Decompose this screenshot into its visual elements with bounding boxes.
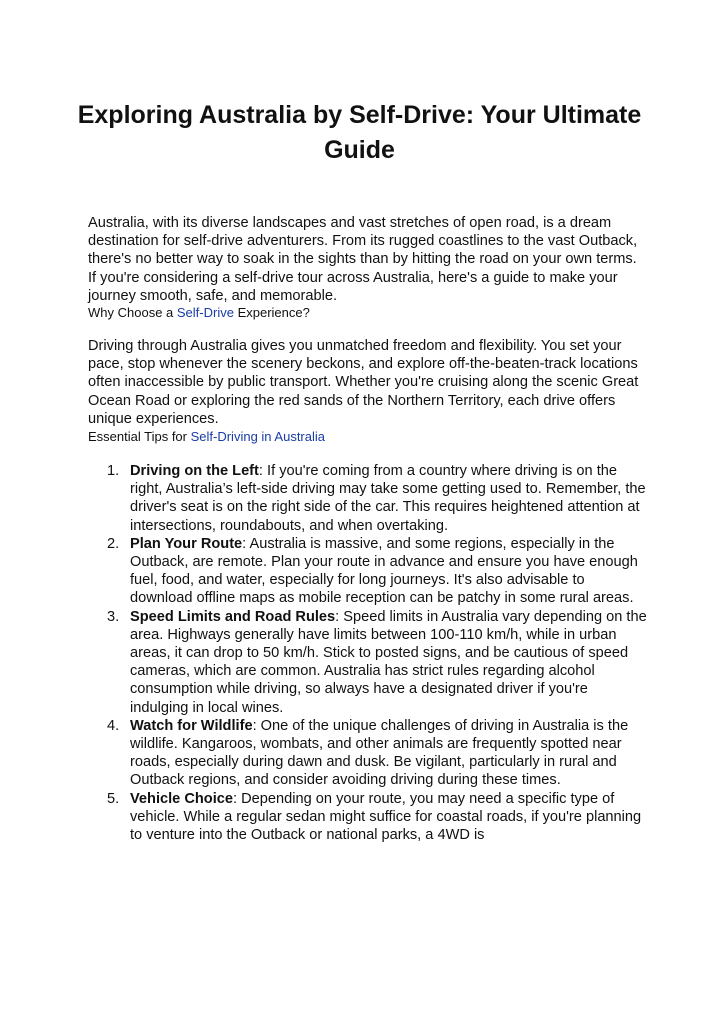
why-heading-suffix: Experience? xyxy=(233,305,310,320)
tip-title: Watch for Wildlife xyxy=(130,717,253,734)
list-item xyxy=(107,717,650,790)
list-number: 5. xyxy=(107,790,120,807)
page-title: Exploring Australia by Self-Drive: Your Ultimate Guide xyxy=(77,101,642,164)
why-choose-heading xyxy=(88,305,310,321)
tip-title: Speed Limits and Road Rules xyxy=(130,608,336,625)
list-number: 3. xyxy=(107,608,120,625)
list-item xyxy=(107,462,650,535)
tip-title: Driving on the Left xyxy=(130,463,259,479)
tip-text: : If you're coming from a country where driving is on the right, Australia’s left-side driving may take some getting used to. Remember, the driver's seat is on the right side of the car. This requires heightened attention at intersections, roundabouts, and when overtaking. xyxy=(130,463,646,534)
list-item xyxy=(107,535,650,608)
self-drive-link[interactable]: Self-Drive xyxy=(176,305,234,320)
intro-paragraph: Australia, with its diverse landscapes and vast stretches of open road, is a dream destination for self-drive adventurers. From its rugged coastlines to the vast Outback, there's no better way to soak in the sights than by hitting the road on your own terms. If you're considering a self-drive tour across Australia, here's a guide to make your journey smooth, safe, and memorable. xyxy=(88,215,638,304)
tip-text: : Australia is massive, and some regions, especially in the Outback, are remote. Plan your route in advance and ensure you have enough fuel, food, and water, especially for long journeys. It's also advisable to download offline maps as mobile reception can be patchy in some rural areas. xyxy=(130,535,638,607)
tips-list xyxy=(107,462,650,844)
why-heading-prefix: Why Choose a xyxy=(88,305,177,320)
list-number: 4. xyxy=(107,717,120,734)
list-number: 1. xyxy=(107,463,120,479)
tip-title: Plan Your Route xyxy=(130,535,243,552)
tip-title: Vehicle Choice xyxy=(130,790,234,807)
list-number: 2. xyxy=(107,535,120,552)
list-item xyxy=(107,790,650,845)
list-item xyxy=(107,608,650,717)
tip-text: : Depending on your route, you may need a specific type of vehicle. While a regular sedan might suffice for coastal roads, if you're planning to venture into the Outback or national parks, a 4WD is xyxy=(130,790,642,844)
tips-heading-prefix: Essential Tips for xyxy=(88,429,191,444)
self-driving-in-australia-link[interactable]: Self-Driving in Australia xyxy=(190,429,325,444)
why-paragraph: Driving through Australia gives you unmatched freedom and flexibility. You set your pace, stop whenever the scenery beckons, and explore off-the-beaten-track locations often inaccessible by public transport. Whether you're cruising along the scenic Great Ocean Road or exploring the red sands of the Northern Territory, each drive offers unique experiences. xyxy=(88,338,639,427)
tip-text: : One of the unique challenges of driving in Australia is the wildlife. Kangaroos, wombats, and other animals are frequently spotted near roads, especially during dawn and dusk. Be vigilant, particularly in rural and Outback regions, and consider avoiding driving during these times. xyxy=(130,717,629,789)
essential-tips-heading xyxy=(88,429,325,445)
tip-text: : Speed limits in Australia vary depending on the area. Highways generally have limits between 100-110 km/h, while in urban areas, it can drop to 50 km/h. Stick to posted signs, and be cautious of speed cameras, which are common. Australia has strict rules regarding alcohol consumption while driving, so always have a designated driver if you're indulging in local wines. xyxy=(130,608,647,716)
